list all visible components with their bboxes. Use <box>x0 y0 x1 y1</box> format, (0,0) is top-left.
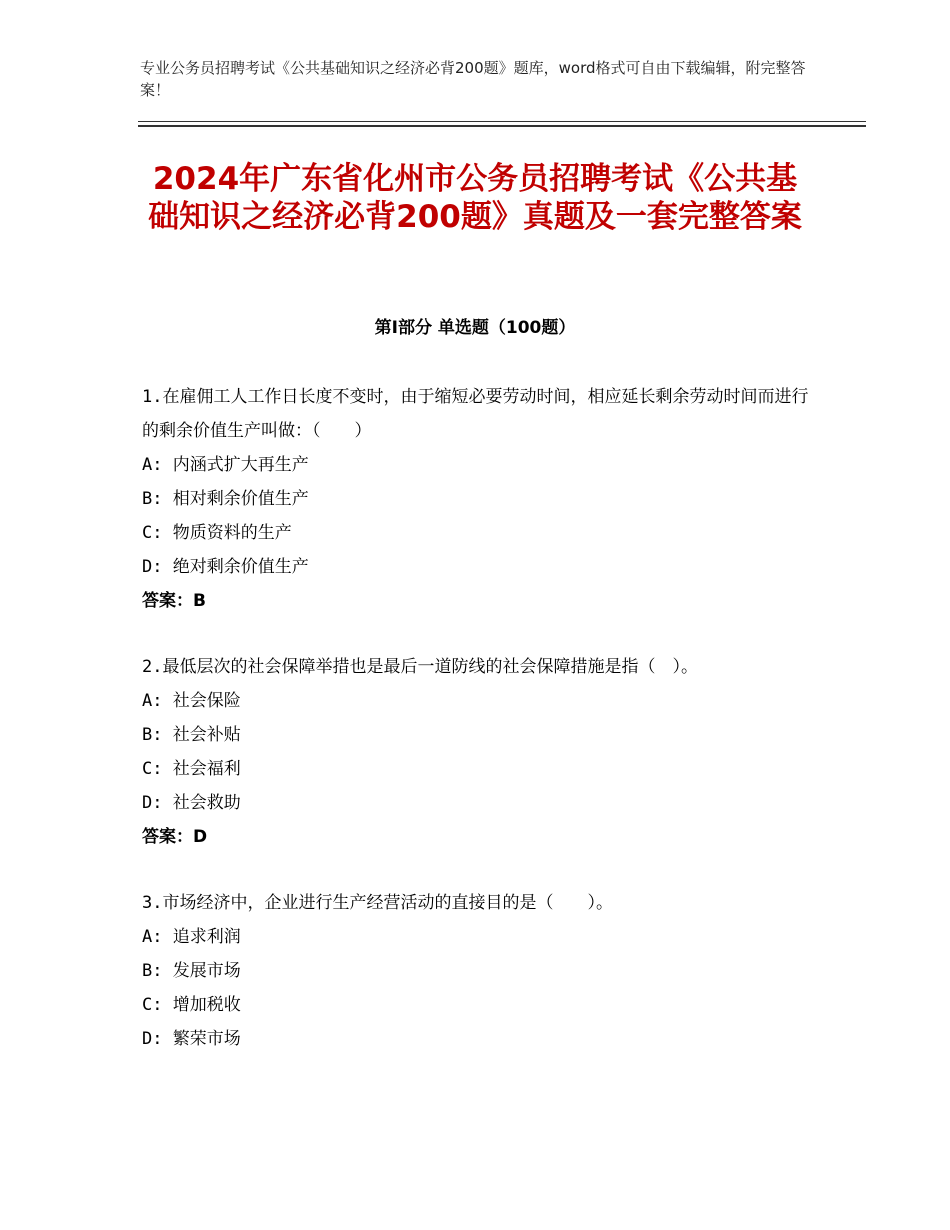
document-title: 2024年广东省化州市公务员招聘考试《公共基础知识之经济必背200题》真题及一套完整答案 <box>148 161 802 235</box>
option-d: D: 繁荣市场 <box>142 1029 241 1049</box>
option-b: B: 发展市场 <box>142 961 241 981</box>
answer: 答案：D <box>142 827 208 847</box>
option-c: C: 增加税收 <box>142 995 241 1015</box>
option-c: C: 物质资料的生产 <box>142 523 292 543</box>
option-d: D: 社会救助 <box>142 793 241 813</box>
option-b: B: 社会补贴 <box>142 725 241 745</box>
option-b: B: 相对剩余价值生产 <box>142 489 309 509</box>
question-1 <box>142 380 812 618</box>
question-stem: 2.最低层次的社会保障举措也是最后一道防线的社会保障措施是指（ ）。 <box>142 657 698 677</box>
option-a: A: 追求利润 <box>142 927 241 947</box>
answer: 答案：B <box>142 591 206 611</box>
option-a: A: 内涵式扩大再生产 <box>142 455 309 475</box>
question-stem: 1.在雇佣工人工作日长度不变时，由于缩短必要劳动时间，相应延长剩余劳动时间而进行的剩余价值生产叫做：（ ） <box>142 387 809 441</box>
question-3 <box>142 886 812 1056</box>
header-note: 专业公务员招聘考试《公共基础知识之经济必背200题》题库，word格式可自由下载编辑，附完整答案！ <box>140 59 806 99</box>
question-2 <box>142 650 812 854</box>
question-list <box>142 380 812 1088</box>
option-c: C: 社会福利 <box>142 759 241 779</box>
option-d: D: 绝对剩余价值生产 <box>142 557 309 577</box>
question-stem: 3.市场经济中，企业进行生产经营活动的直接目的是（ ）。 <box>142 893 613 913</box>
section-title: 第Ⅰ部分 单选题（100题） <box>374 318 576 338</box>
header-divider-thick <box>138 125 866 127</box>
header-divider-thin <box>138 121 866 122</box>
option-a: A: 社会保险 <box>142 691 241 711</box>
